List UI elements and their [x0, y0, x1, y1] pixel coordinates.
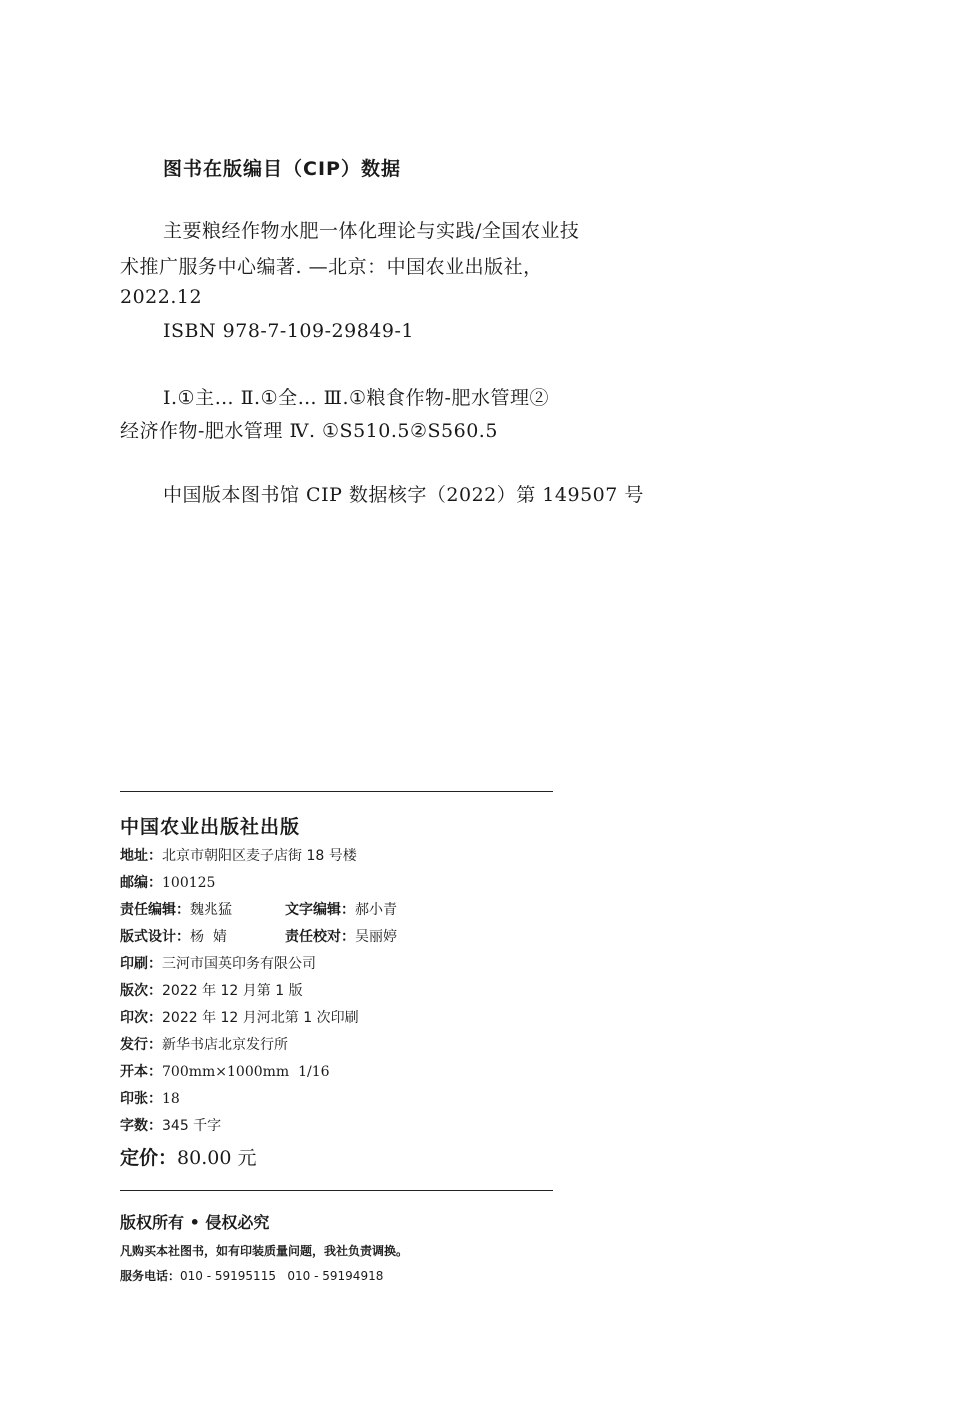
text-editor-label: 文字编辑：: [285, 902, 355, 918]
price-row: [120, 1143, 256, 1170]
service-phone-row: [120, 1267, 383, 1284]
book-description-line-2: 术推广服务中心编著. —北京：中国农业出版社，: [120, 256, 543, 278]
distributor-value: 新华书店北京发行所: [162, 1037, 288, 1053]
printer-label: 印刷：: [120, 956, 162, 972]
text-editor-row: [285, 899, 397, 919]
editor-row: [120, 899, 232, 919]
distributor-row: [120, 1034, 288, 1054]
address-label: 地址：: [120, 848, 162, 864]
service-phone-label: 服务电话：: [120, 1269, 181, 1283]
printing-label: 印次：: [120, 1010, 162, 1026]
edition-row: [120, 980, 303, 1000]
postcode-value: 100125: [162, 875, 216, 891]
editor-value: 魏兆猛: [190, 902, 232, 918]
edition-value: 2022 年 12 月第 1 版: [162, 983, 303, 999]
sheets-row: [120, 1088, 180, 1108]
text-editor-value: 郝小青: [355, 902, 397, 918]
postcode-label: 邮编：: [120, 875, 162, 891]
words-label: 字数：: [120, 1118, 162, 1134]
designer-row: [120, 926, 227, 946]
proofreader-label: 责任校对：: [285, 929, 355, 945]
words-row: [120, 1115, 221, 1135]
top-divider: [120, 791, 553, 792]
printing-row: [120, 1007, 359, 1027]
cip-title: 图书在版编目（CIP）数据: [163, 158, 401, 180]
proofreader-value: 吴丽婷: [355, 929, 397, 945]
format-row: [120, 1061, 330, 1081]
proofreader-row: [285, 926, 397, 946]
designer-label: 版式设计：: [120, 929, 190, 945]
designer-value: 杨 婧: [190, 929, 227, 945]
editor-label: 责任编辑：: [120, 902, 190, 918]
bottom-divider: [120, 1190, 553, 1191]
distributor-label: 发行：: [120, 1037, 162, 1053]
format-label: 开本：: [120, 1064, 162, 1080]
copyright-title: 版权所有 • 侵权必究: [120, 1213, 270, 1232]
postcode-row: [120, 872, 215, 892]
words-value: 345 千字: [162, 1118, 222, 1134]
classification-line-2: 经济作物-肥水管理 Ⅳ. ①S510.5②S560.5: [120, 420, 498, 442]
edition-label: 版次：: [120, 983, 162, 999]
printing-value: 2022 年 12 月河北第 1 次印刷: [162, 1010, 359, 1026]
book-description-line-1: 主要粮经作物水肥一体化理论与实践/全国农业技: [163, 220, 580, 242]
price-label: 定价：: [120, 1147, 178, 1169]
classification-line-1: Ⅰ.①主… Ⅱ.①全… Ⅲ.①粮食作物-肥水管理②: [163, 387, 549, 409]
printer-row: [120, 953, 316, 973]
cip-number: 中国版本图书馆 CIP 数据核字（2022）第 149507 号: [163, 484, 644, 506]
publisher-name: 中国农业出版社出版: [120, 816, 301, 838]
book-description-line-3: 2022.12: [120, 286, 203, 308]
printer-value: 三河市国英印务有限公司: [162, 956, 316, 972]
copyright-note: 凡购买本社图书，如有印装质量问题，我社负责调换。: [120, 1244, 409, 1258]
address-row: [120, 845, 357, 865]
sheets-label: 印张：: [120, 1091, 162, 1107]
service-phone-value: 010 - 59195115 010 - 59194918: [180, 1269, 384, 1283]
address-value: 北京市朝阳区麦子店街 18 号楼: [162, 848, 357, 864]
price-value: 80.00 元: [177, 1147, 257, 1169]
format-value: 700mm×1000mm 1/16: [162, 1064, 330, 1080]
sheets-value: 18: [162, 1091, 180, 1107]
isbn: ISBN 978-7-109-29849-1: [163, 320, 414, 342]
